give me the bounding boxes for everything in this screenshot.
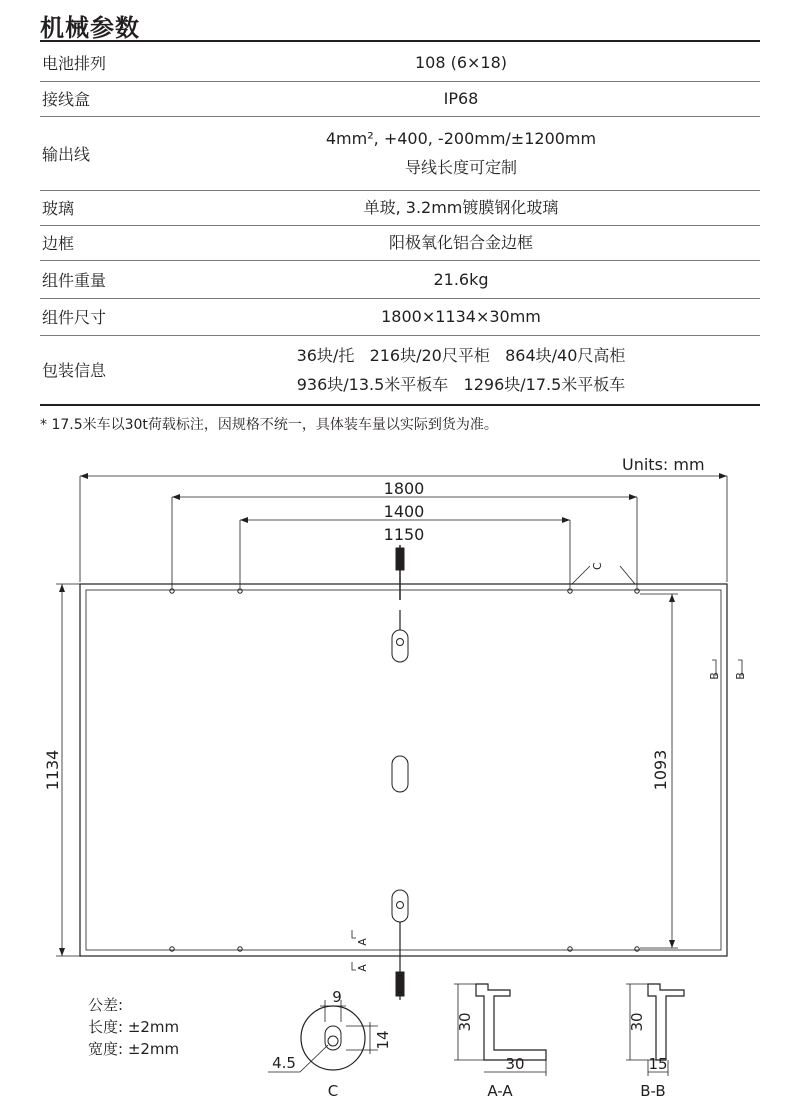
spec-value-line: 936块/13.5米平板车 1296块/17.5米平板车 (296, 374, 626, 394)
spec-label: 输出线 (40, 116, 162, 190)
detail-c-hole-width: 9 (332, 988, 342, 1006)
section-mark-c: C (591, 562, 604, 570)
spec-value-line: IP68 (443, 89, 479, 108)
hole-span-1-dimension: 1400 (383, 502, 425, 521)
section-mark-a-1: A (356, 938, 369, 946)
spec-value-line: 1800×1134×30mm (381, 307, 541, 326)
section-mark-b-2: B (734, 672, 747, 680)
spec-value-line: 21.6kg (433, 269, 489, 289)
hole-span-2-dimension: 1150 (383, 525, 425, 544)
tolerance-title: 公差: (88, 996, 124, 1014)
spec-value-line: 36块/托 216块/20尺平柜 864块/40尺高柜 (296, 345, 626, 365)
section-mark-a-2: A (356, 964, 369, 972)
spec-label: 边框 (40, 225, 162, 260)
detail-c-caption: C (327, 1082, 339, 1100)
detail-aa-caption: A-A (487, 1082, 513, 1100)
section-title: 机械参数 (40, 14, 140, 42)
detail-aa-width: 30 (505, 1055, 525, 1073)
spec-value-line: 阳极氧化铝合金边框 (388, 233, 533, 252)
tolerance-width: 宽度: ±2mm (88, 1040, 180, 1058)
spec-label: 玻璃 (40, 190, 162, 225)
spec-value-line: 单玻, 3.2mm镀膜钢化玻璃 (363, 198, 559, 217)
spec-label: 组件重量 (40, 260, 162, 298)
detail-aa-height: 30 (456, 1012, 474, 1032)
spec-label: 组件尺寸 (40, 298, 162, 335)
spec-label: 电池排列 (40, 45, 162, 81)
inner-height-dimension: 1093 (651, 749, 670, 791)
spec-value-line: 108 (6×18) (414, 53, 508, 73)
detail-c-slot-height: 14 (374, 1030, 392, 1050)
detail-bb-width: 15 (648, 1055, 668, 1073)
detail-c-hole-diameter: 4.5 (272, 1054, 296, 1072)
spec-value-line: 4mm², +400, -200mm/±1200mm (325, 129, 597, 148)
loading-footnote: * 17.5米车以30t荷载标注，因规格不统一，具体装车量以实际到货为准。 (40, 417, 498, 433)
spec-label: 接线盒 (40, 81, 162, 116)
spec-value-line: 导线长度可定制 (404, 158, 517, 177)
spec-label: 包装信息 (40, 335, 162, 405)
detail-bb-caption: B-B (640, 1082, 666, 1100)
height-dimension: 1134 (43, 749, 62, 791)
section-mark-b-1: B (708, 672, 721, 680)
units-label: Units: mm (622, 455, 705, 474)
tolerance-length: 长度: ±2mm (88, 1018, 180, 1036)
detail-bb-height: 30 (628, 1012, 646, 1032)
length-dimension: 1800 (383, 479, 425, 498)
